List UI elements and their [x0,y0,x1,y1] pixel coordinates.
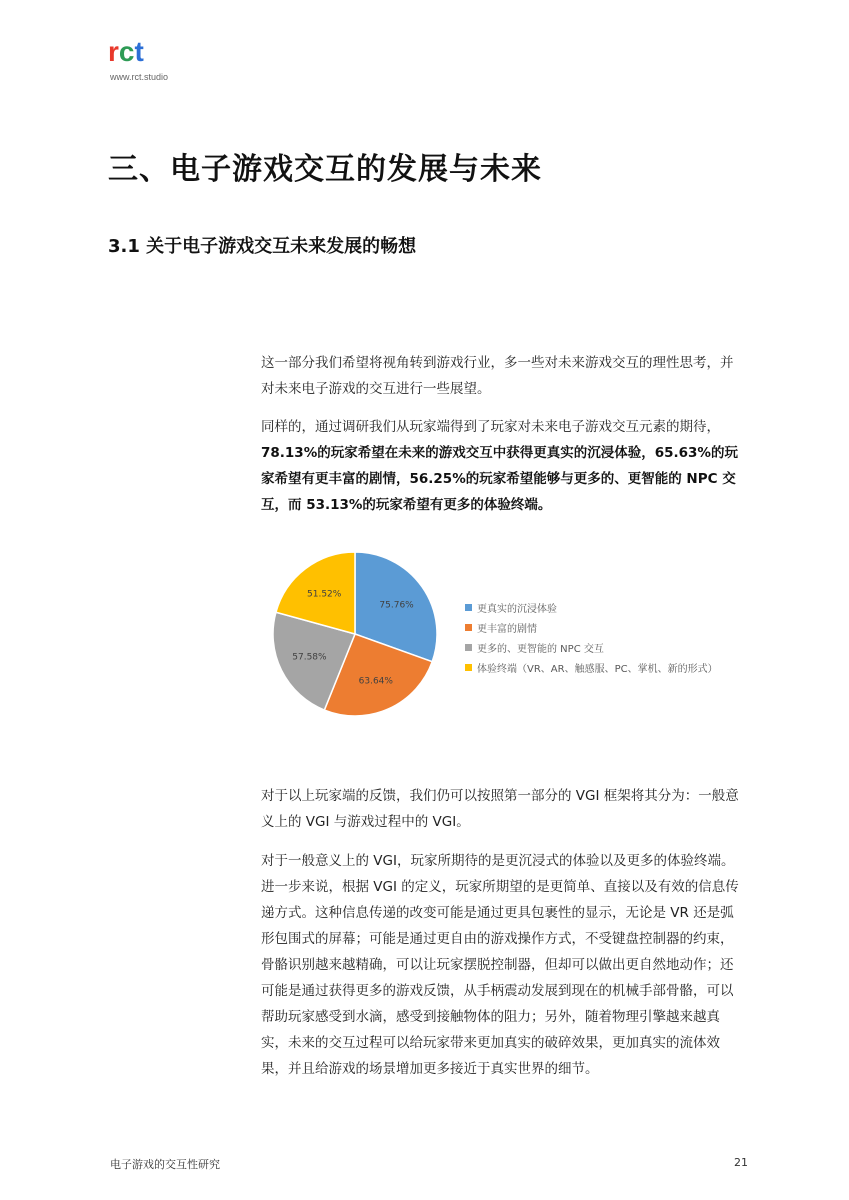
pie-slice-label-4: 51.52% [307,589,342,600]
legend-label: 体验终端（VR、AR、触感服、PC、掌机、新的形式） [477,663,718,675]
legend-item-1 [465,597,718,617]
logo-letter-t: t [134,36,144,67]
paragraph-survey-plain: 同样的，通过调研我们从玩家端得到了玩家对未来电子游戏交互元素的期待， [261,419,720,435]
paragraph-survey-bold: 78.13%的玩家希望在未来的游戏交互中获得更真实的沉浸体验，65.63%的玩家希望有更丰富的剧情，56.25%的玩家希望能够与更多的、更智能的 NPC 交互，而 53.13%的玩家希望有更多的体验终端。 [261,445,738,513]
paragraph-vgi-general: 对于一般意义上的 VGI，玩家所期待的是更沉浸式的体验以及更多的体验终端。进一步来说，根据 VGI 的定义，玩家所期望的是更简单、直接以及有效的信息传递方式。这种信息传递的改变可能是通过更具包裹性的显示，无论是 VR 还是弧形包围式的屏幕；可能是通过更自由的游戏操作方式，不受键盘控制器的约束，骨骼识别越来越精确，可以让玩家摆脱控制器，但却可以做出更自然地动作；还可能是通过获得更多的游戏反馈，从手柄震动发展到现在的机械手部骨骼，可以帮助玩家感受到水滴，感受到接触物体的阻力；另外，随着物理引擎越来越真实，未来的交互过程可以给玩家带来更加真实的破碎效果，更加真实的流体效果，并且给游戏的场景增加更多接近于真实世界的细节。 [261,853,739,1077]
logo-letter-c: c [118,36,135,67]
legend-swatch [465,604,472,611]
legend-label: 更丰富的剧情 [477,623,537,635]
legend-item-4 [465,657,718,677]
rct-logo [108,38,188,66]
pie-slice-label-1: 75.76% [379,600,414,611]
paragraph-vgi-framework: 对于以上玩家端的反馈，我们仍可以按照第一部分的 VGI 框架将其分为：一般意义上的 VGI 与游戏过程中的 VGI。 [261,788,739,830]
chart-legend [465,597,718,677]
page-number: 21 [734,1156,748,1169]
footer-title: 电子游戏的交互性研究 [110,1158,220,1171]
paragraph-intro: 这一部分我们希望将视角转到游戏行业，多一些对未来游戏交互的理性思考，并对未来电子游戏的交互进行一些展望。 [261,355,734,397]
section-title: 三、电子游戏交互的发展与未来 [108,152,542,187]
legend-swatch [465,624,472,631]
legend-label: 更多的、更智能的 NPC 交互 [477,643,604,655]
legend-label: 更真实的沉浸体验 [477,603,557,615]
logo-letter-r: r [108,36,119,67]
subsection-title: 3.1 关于电子游戏交互未来发展的畅想 [108,236,417,257]
pie-slice-label-2: 63.64% [358,676,393,687]
legend-swatch [465,664,472,671]
legend-item-2 [465,617,718,637]
legend-swatch [465,644,472,651]
pie-slice-label-3: 57.58% [292,652,327,663]
legend-item-3 [465,637,718,657]
paragraph-survey [261,414,741,518]
site-url: www.rct.studio [110,72,169,82]
